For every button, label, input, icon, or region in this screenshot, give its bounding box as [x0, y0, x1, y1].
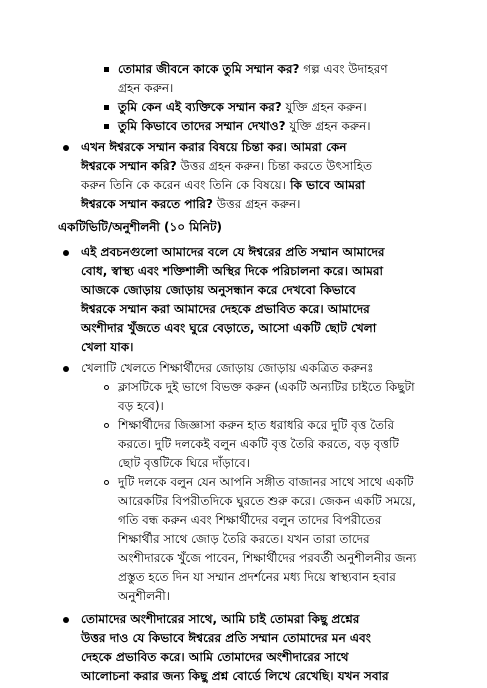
sub-item-3: তুমি কিভাবে তাদের সম্মান দেখাও? যুক্তি গ্রহন করুন।	[118, 119, 371, 133]
game-step-3-line-4: শিক্ষার্থীর সাথে জোড় তৈরি করতে। যখন তারা তাদের	[118, 532, 370, 546]
square-bullet-icon	[104, 67, 109, 72]
circle-bullet-icon	[104, 480, 109, 485]
bullet-2-line-2: বোধ, স্বাস্থ্য এবং শক্তিশালী অস্থির দিকে পরিচালনা করে। আমরা	[81, 264, 383, 278]
game-step-3-line-1: দুটি দলকে বলুন যেন আপনি সঙ্গীত বাজানর সাথে সাথে একটি	[118, 475, 414, 489]
sub-item-1-line-1: তোমার জীবনে কাকে তুমি সম্মান কর? গল্প এবং উদাহরণ	[118, 62, 388, 76]
bullet-icon	[63, 250, 69, 256]
bullet-icon	[63, 366, 69, 372]
bullet-2-line-3: আজকে জোড়ায় জোড়ায় অনুসন্ধান করে দেখবো কিভাবে	[81, 283, 356, 297]
bullet-2-line-6: খেলা যাক।	[81, 340, 134, 354]
game-step-3-line-5: অংশীদারকে খুঁজে পাবেন, শিক্ষার্থীদের পরবর্তী অনুশীলনীর জন্য	[118, 551, 417, 565]
game-step-2-line-1: শিক্ষার্থীদের জিজ্ঞাসা করুন হাত ধরাধরি করে দুটি বৃত্ত তৈরি	[118, 418, 395, 432]
bullet-2-line-4: ঈশ্বরকে সম্মান করা আমাদের দেহকে প্রভাবিত করে। আমাদের	[81, 302, 370, 316]
bullet-1-line-1: এখন ঈশ্বরকে সম্মান করার বিষয়ে চিন্তা কর। আমরা কেন	[81, 140, 347, 154]
bullet-2-line-1: এই প্রবচনগুলো আমাদের বলে যে ঈশ্বরের প্রতি সম্মান আমাদের	[81, 245, 385, 259]
game-step-1-line-2: বড় হবে)।	[118, 399, 164, 413]
bullet-4-line-1: তোমাদের অংশীদারের সাথে, আমি চাই তোমরা কিছু প্রশ্নের	[81, 612, 360, 626]
game-step-2-line-3: ছোট বৃত্তটিকে ঘিরে দাঁড়াবে।	[118, 456, 250, 470]
bullet-4-line-2: উত্তর দাও যে কিভাবে ঈশ্বরের প্রতি সম্মান তোমাদের মন এবং	[81, 631, 371, 645]
game-step-2-line-2: করতে। দুটি দলকেই বলুন একটি বৃত্ত তৈরি করতে, বড় বৃত্তটি	[118, 437, 399, 451]
square-bullet-icon	[104, 105, 109, 110]
sub-item-2: তুমি কেন এই ব্যক্তিকে সম্মান কর? যুক্তি গ্রহন করুন।	[118, 100, 367, 114]
bullet-4-line-3: দেহকে প্রভাবিত করে। আমি তোমাদের অংশীদারের সাথে	[81, 650, 349, 664]
game-step-3-line-3: গতি বন্ধ করুন এবং শিক্ষার্থীদের বলুন তাদের বিপরীতের	[118, 513, 382, 527]
game-step-3-line-7: অনুশীলনী।	[118, 589, 170, 603]
bullet-1-line-3: করুন তিনি কে করেন এবং তিনি কে বিষয়ে। কি ভাবে আমরা	[81, 178, 365, 192]
bullet-2-line-5: অংশীদার খুঁজতে এবং ঘুরে বেড়াতে, আসো একটি ছোট খেলা	[81, 321, 377, 335]
circle-bullet-icon	[104, 385, 109, 390]
bullet-icon	[63, 145, 69, 151]
square-bullet-icon	[104, 124, 109, 129]
game-step-1-line-1: ক্লাসটিকে দুই ভাগে বিভক্ত করুন (একটি অন্যটির চাইতে কিছুটা	[118, 380, 415, 394]
game-step-3-line-2: আরেকটির বিপরীতদিকে ঘুরতে শুরু করে। জেকন একটি সময়ে,	[118, 494, 416, 508]
circle-bullet-icon	[104, 423, 109, 428]
sub-item-1-line-2: গ্রহন করুন।	[118, 81, 174, 95]
bullet-1-line-4: ঈশ্বরকে সম্মান করতে পারি? উত্তর গ্রহন করুন।	[81, 197, 301, 211]
bullet-1-line-2: ঈশ্বরকে সম্মান করি? উত্তর গ্রহন করুন। চিন্তা করতে উৎসাহিত	[81, 159, 373, 173]
bullet-3: খেলাটি খেলতে শিক্ষার্থীদের জোড়ায় জোড়ায় একত্রিত করুনঃ	[81, 361, 374, 375]
bullet-4-line-4: আলোচনা করার জন্য কিছু প্রশ্ন বোর্ডে লিখে রেখেছি। যখন সবার	[81, 669, 389, 683]
game-step-3-line-6: প্রস্তুত হতে দিন যা সম্মান প্রদর্শনের মধ্য দিয়ে স্বাস্থ্যবান হবার	[118, 570, 396, 584]
section-heading: একটিভিটি/অনুশীলনী (১০ মিনিট)	[58, 220, 222, 234]
